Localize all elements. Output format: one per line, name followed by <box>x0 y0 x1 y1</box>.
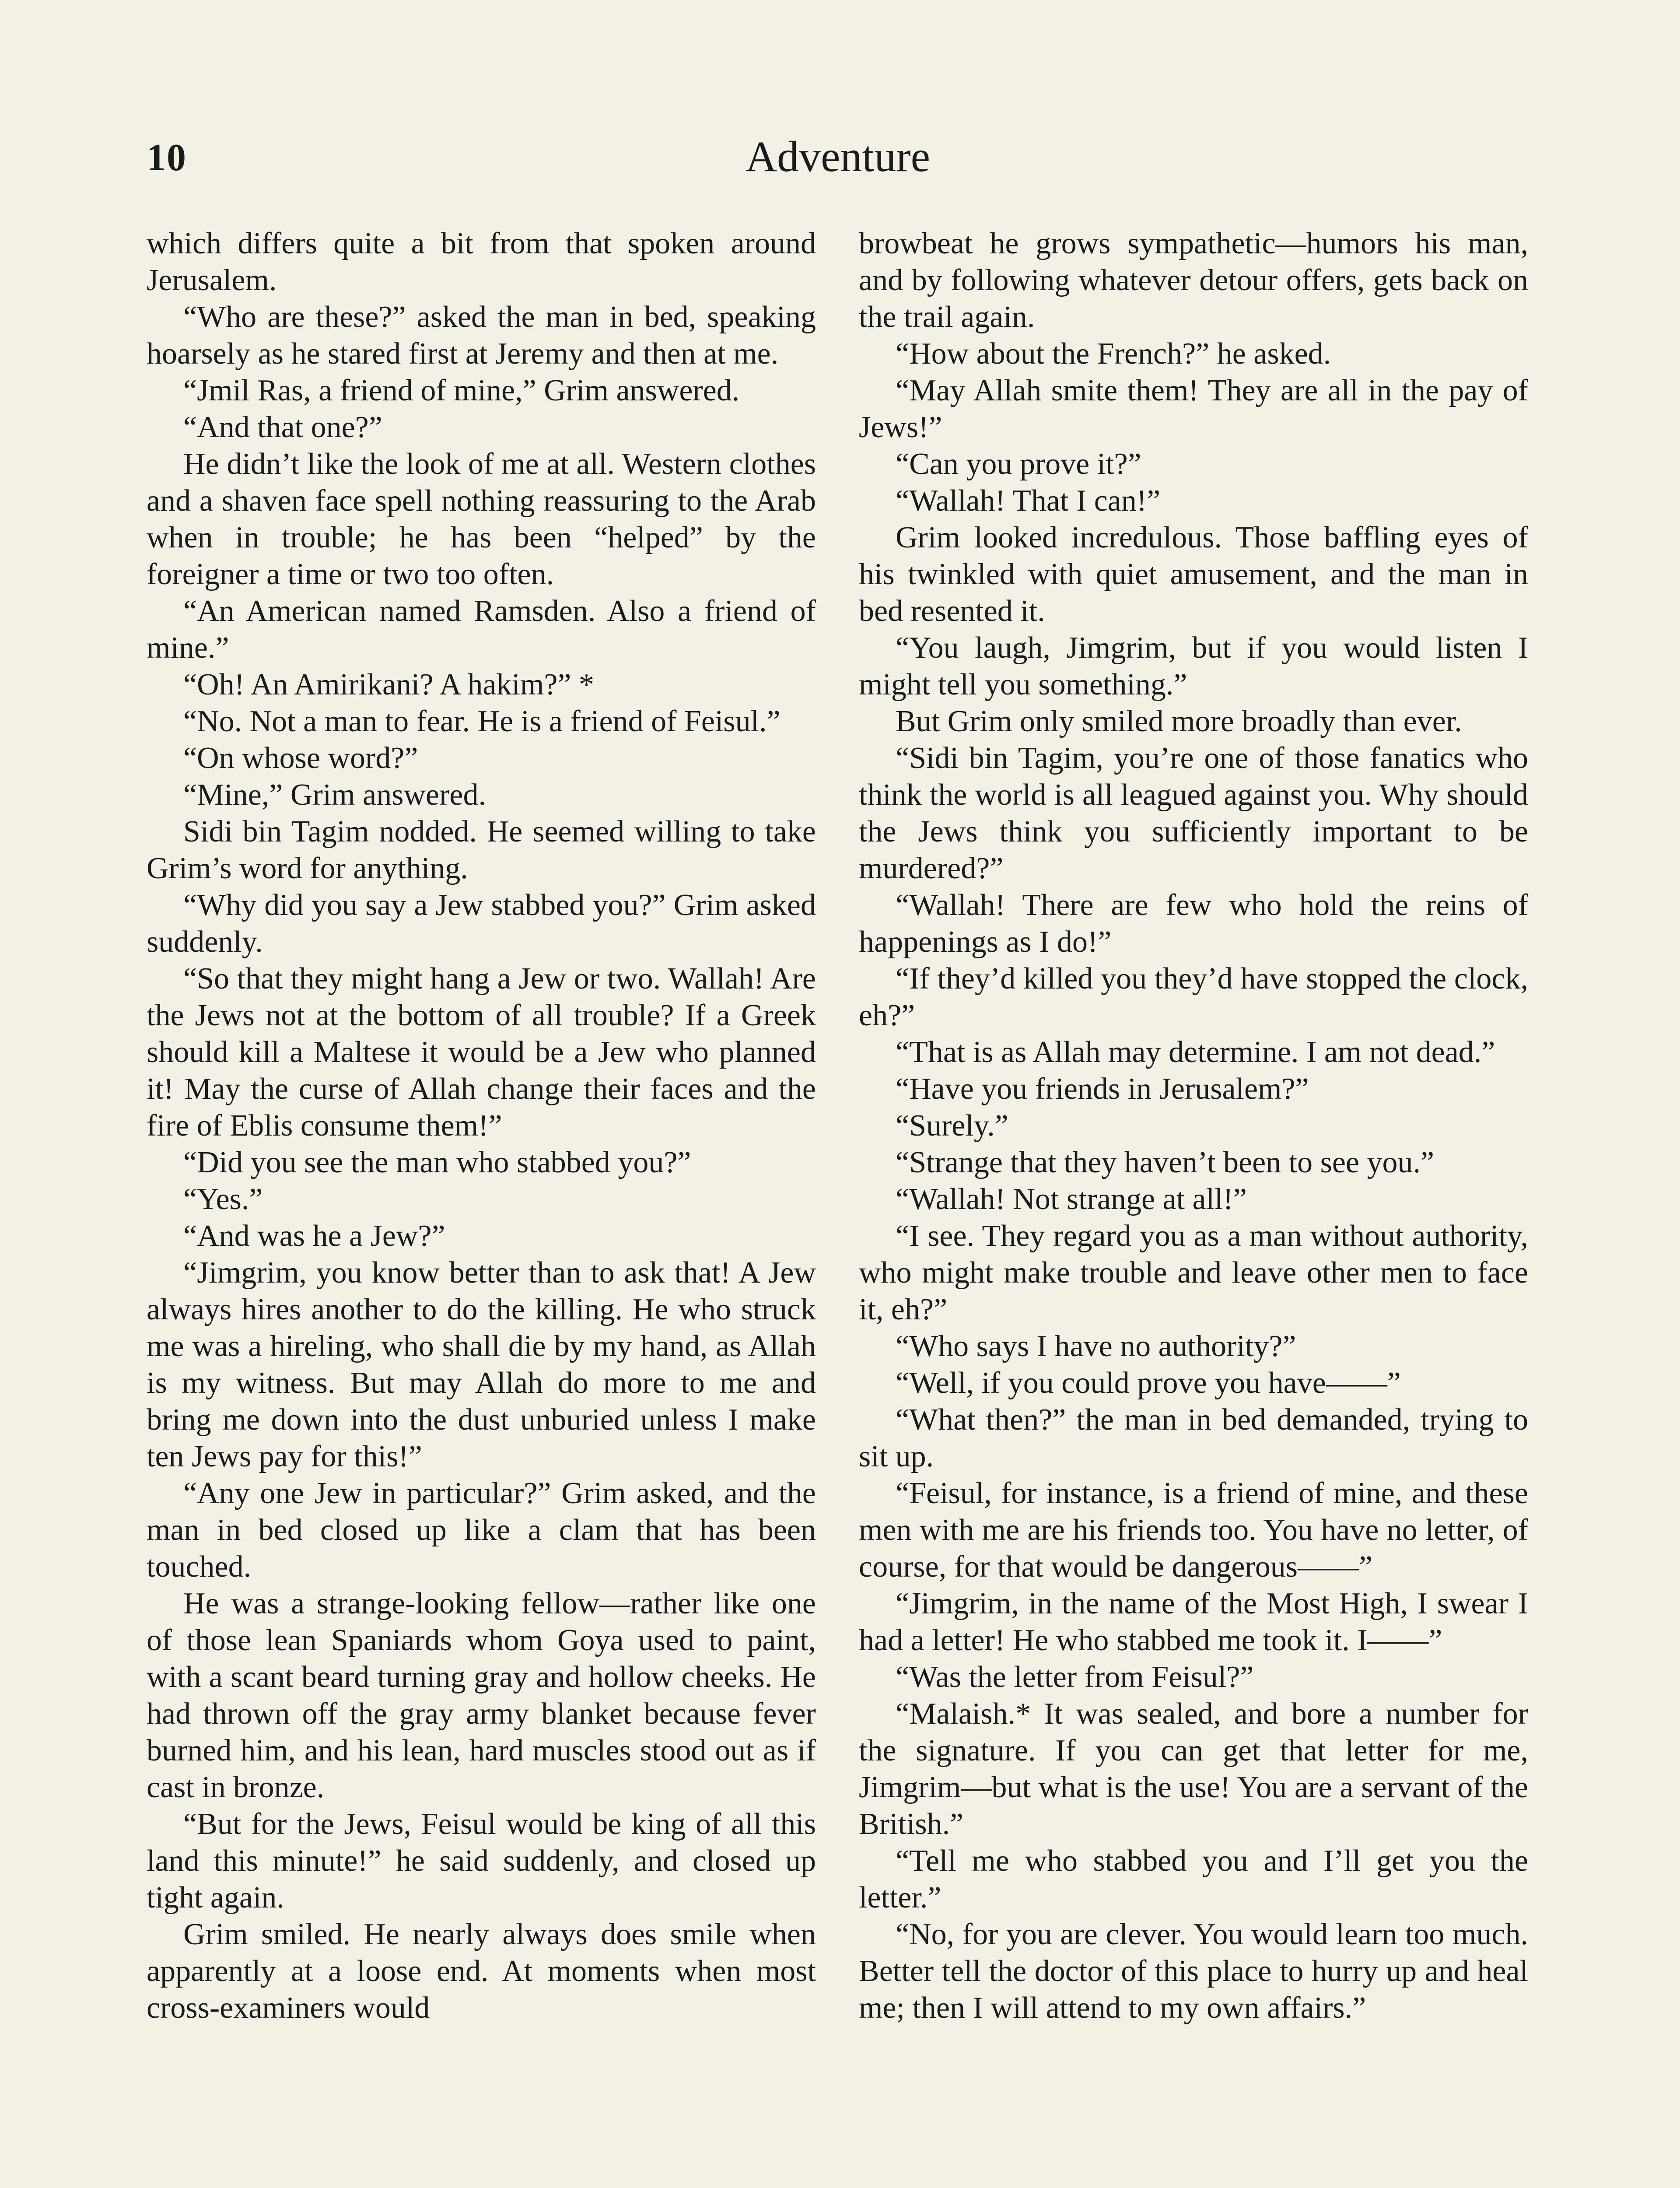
paragraph: “Jimgrim, in the name of the Most High, I swear I had a letter! He who stabbed me took it. I——” <box>859 1587 1528 1657</box>
paragraph: Grim looked incredulous. Those baffling eyes of his twinkled with quiet amusement, and the man in bed resented it. <box>859 521 1528 628</box>
paragraph: “Mine,” Grim answered. <box>183 778 486 812</box>
paragraph: “And was he a Jew?” <box>183 1219 445 1253</box>
paragraph: “Any one Jew in particular?” Grim asked, and the man in bed closed up like a clam that has been touched. <box>147 1476 816 1584</box>
paragraph: “Wallah! That I can!” <box>896 484 1161 518</box>
paragraph: “That is as Allah may determine. I am not dead.” <box>896 1035 1495 1069</box>
paragraph: “No. Not a man to fear. He is a friend of Feisul.” <box>183 705 780 738</box>
paragraph: “But for the Jews, Feisul would be king of all this land this minute!” he said suddenly, and closed up tight again. <box>147 1807 816 1914</box>
paragraph: browbeat he grows sympathetic—humors his man, and by following whatever detour offers, gets back on the trail again. <box>859 227 1528 334</box>
paragraph: “You laugh, Jimgrim, but if you would listen I might tell you something.” <box>859 631 1528 701</box>
paragraph: “On whose word?” <box>183 741 418 775</box>
paragraph: “Who says I have no authority?” <box>896 1329 1296 1363</box>
paragraph: “Well, if you could prove you have——” <box>896 1366 1401 1400</box>
paragraph: “Tell me who stabbed you and I’ll get you the letter.” <box>859 1844 1528 1914</box>
paragraph: “Did you see the man who stabbed you?” <box>183 1146 691 1179</box>
right-column <box>859 225 1528 2027</box>
page-header <box>147 131 1529 193</box>
paragraph: He didn’t like the look of me at all. Western clothes and a shaven face spell nothing reassuring to the Arab when in trouble; he has been “helped” by the foreigner a time or two too often. <box>147 447 816 591</box>
paragraph: “I see. They regard you as a man without authority, who might make trouble and leave other men to face it, eh?” <box>859 1219 1528 1326</box>
paragraph: “Who are these?” asked the man in bed, speaking hoarsely as he stared first at Jeremy and then at me. <box>147 300 816 371</box>
paragraph: “Can you prove it?” <box>896 447 1141 481</box>
paragraph: “Wallah! Not strange at all!” <box>896 1182 1247 1216</box>
paragraph: Grim smiled. He nearly always does smile when apparently at a loose end. At moments when most cross-examiners would <box>147 1918 816 2025</box>
paragraph: “And that one?” <box>183 410 382 444</box>
paragraph: “Malaish.* It was sealed, and bore a number for the signature. If you can get that letter for me, Jimgrim—but what is the use! You are a servant of the British.” <box>859 1697 1528 1841</box>
paragraph: “Jimgrim, you know better than to ask that! A Jew always hires another to do the killing. He who struck me was a hireling, who shall die by my hand, as Allah is my witness. But may Allah do more to me and bring me down into the dust unburied unless I make ten Jews pay for this!” <box>147 1256 816 1473</box>
paragraph: “How about the French?” he asked. <box>896 337 1331 371</box>
paragraph: “So that they might hang a Jew or two. Wallah! Are the Jews not at the bottom of all trouble? If a Greek should kill a Maltese it would be a Jew who planned it! May the curse of Allah change their faces and the fire of Eblis consume them!” <box>147 962 816 1143</box>
paragraph: “Wallah! There are few who hold the reins of happenings as I do!” <box>859 888 1528 959</box>
left-column <box>147 225 816 2027</box>
paragraph: “May Allah smite them! They are all in the pay of Jews!” <box>859 374 1528 444</box>
running-title: Adventure <box>745 132 931 181</box>
paragraph: “Surely.” <box>896 1109 1008 1143</box>
paragraph: “Oh! An Amirikani? A hakim?” * <box>183 668 594 701</box>
paragraph: “Have you friends in Jerusalem?” <box>896 1072 1309 1106</box>
paragraph: Sidi bin Tagim nodded. He seemed willing to take Grim’s word for anything. <box>147 815 816 885</box>
page-number: 10 <box>147 137 187 179</box>
paragraph: “Jmil Ras, a friend of mine,” Grim answered. <box>183 374 740 407</box>
paragraph: “Strange that they haven’t been to see you.” <box>896 1146 1435 1179</box>
paragraph: “No, for you are clever. You would learn too much. Better tell the doctor of this place to hurry up and heal me; then I will attend to my own affairs.” <box>859 1918 1528 2025</box>
paragraph: But Grim only smiled more broadly than ever. <box>896 705 1462 738</box>
paragraph: “Why did you say a Jew stabbed you?” Grim asked suddenly. <box>147 888 816 959</box>
paragraph: “If they’d killed you they’d have stopped the clock, eh?” <box>859 962 1528 1032</box>
paragraph: “What then?” the man in bed demanded, trying to sit up. <box>859 1403 1528 1473</box>
paragraph: which differs quite a bit from that spoken around Jerusalem. <box>147 227 816 297</box>
paragraph: “Yes.” <box>183 1182 263 1216</box>
paragraph: “Sidi bin Tagim, you’re one of those fanatics who think the world is all leagued against you. Why should the Jews think you sufficiently important to be murdered?” <box>859 741 1528 885</box>
paragraph: He was a strange-looking fellow—rather like one of those lean Spaniards whom Goya used to paint, with a scant beard turning gray and hollow cheeks. He had thrown off the gray army blanket because fever burned him, and his lean, hard muscles stood out as if cast in bronze. <box>147 1587 816 1804</box>
paragraph: “Feisul, for instance, is a friend of mine, and these men with me are his friends too. You have no letter, of course, for that would be dangerous——” <box>859 1476 1528 1584</box>
paragraph: “An American named Ramsden. Also a friend of mine.” <box>147 594 816 665</box>
paragraph: “Was the letter from Feisul?” <box>896 1660 1254 1694</box>
